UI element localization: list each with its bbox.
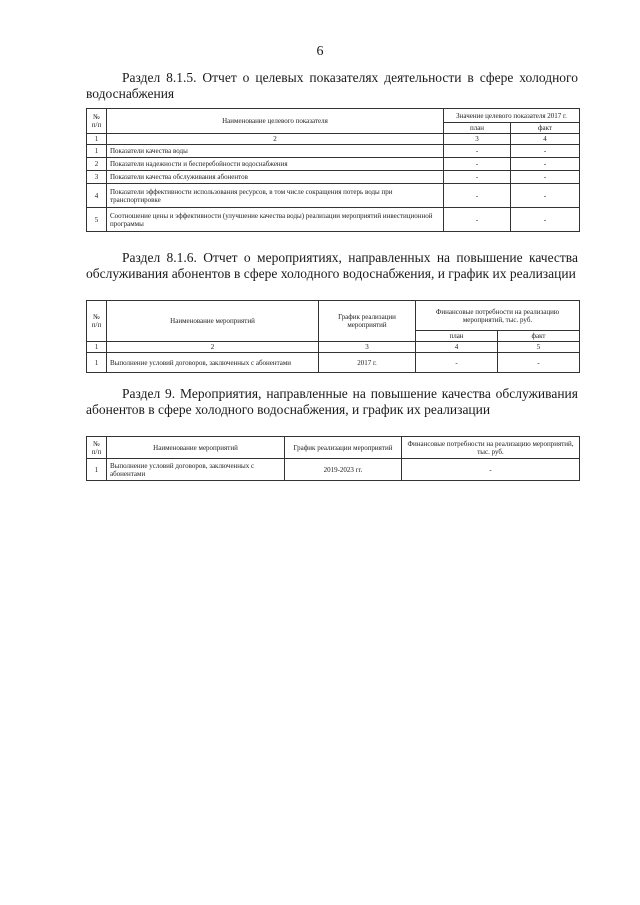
row-fact: - [511, 208, 580, 232]
activities-report-table [86, 300, 580, 373]
row-plan: - [444, 184, 511, 208]
header-schedule: График реализации мероприятий [319, 301, 416, 342]
section-9-heading-text: Раздел 9. Мероприятия, направленные на повышение качества обслуживания абонентов в сфере холодного водоснабжения, и график их реализации [86, 386, 578, 417]
row-fact: - [511, 145, 580, 158]
activities-plan-table [86, 436, 580, 481]
row-name: Показатели надежности и бесперебойности водоснабжения [107, 158, 444, 171]
table-row [87, 208, 580, 232]
row-finance: - [402, 459, 580, 481]
col-index: 3 [319, 342, 416, 353]
col-index: 2 [107, 342, 319, 353]
row-name: Соотношение цены и эффективности (улучшение качества воды) реализации мероприятий инвестиционной программы [107, 208, 444, 232]
section-8-1-5-heading [86, 70, 578, 102]
row-plan: - [444, 208, 511, 232]
col-index: 1 [87, 134, 107, 145]
row-name: Показатели эффективности использования ресурсов, в том числе сокращения потерь воды при транспортировке [107, 184, 444, 208]
col-index: 1 [87, 342, 107, 353]
col-index: 3 [444, 134, 511, 145]
row-num: 1 [87, 353, 107, 373]
row-num: 2 [87, 158, 107, 171]
header-fact: факт [511, 123, 580, 134]
row-num: 1 [87, 459, 107, 481]
header-value: Значение целевого показателя 2017 г. [444, 109, 580, 123]
column-index-row [87, 134, 580, 145]
row-fact: - [511, 184, 580, 208]
page-number: 6 [316, 44, 324, 59]
table-row [87, 158, 580, 171]
table-row [87, 353, 580, 373]
header-num: № п/п [87, 109, 107, 134]
row-name: Показатели качества воды [107, 145, 444, 158]
table-row [87, 171, 580, 184]
table-row [87, 459, 580, 481]
row-name: Выполнение условий договоров, заключенных с абонентами [107, 459, 285, 481]
table-row [87, 184, 580, 208]
row-num: 1 [87, 145, 107, 158]
header-schedule: График реализации мероприятий [285, 437, 402, 459]
section-8-1-5-heading-text: Раздел 8.1.5. Отчет о целевых показателях деятельности в сфере холодного водоснабжения [86, 70, 578, 101]
col-index: 4 [511, 134, 580, 145]
section-9-heading [86, 386, 578, 418]
col-index: 2 [107, 134, 444, 145]
row-schedule: 2019-2023 гг. [285, 459, 402, 481]
header-finance: Финансовые потребности на реализацию мероприятий, тыс. руб. [402, 437, 580, 459]
table-row [87, 145, 580, 158]
header-num: № п/п [87, 437, 107, 459]
row-name: Показатели качества обслуживания абонентов [107, 171, 444, 184]
header-finance: Финансовые потребности на реализацию мероприятий, тыс. руб. [416, 301, 580, 331]
header-fact: факт [498, 331, 580, 342]
row-num: 5 [87, 208, 107, 232]
row-plan: - [444, 171, 511, 184]
header-name: Наименование мероприятий [107, 437, 285, 459]
header-num: № п/п [87, 301, 107, 342]
row-plan: - [444, 158, 511, 171]
header-name: Наименование целевого показателя [107, 109, 444, 134]
header-plan: план [416, 331, 498, 342]
section-8-1-6-heading-text: Раздел 8.1.6. Отчет о мероприятиях, направленных на повышение качества обслуживания абонентов в сфере холодного водоснабжения, и график их реализации [86, 250, 578, 281]
col-index: 5 [498, 342, 580, 353]
target-indicators-table [86, 108, 580, 232]
column-index-row [87, 342, 580, 353]
row-schedule: 2017 г. [319, 353, 416, 373]
row-name: Выполнение условий договоров, заключенных с абонентами [107, 353, 319, 373]
header-plan: план [444, 123, 511, 134]
col-index: 4 [416, 342, 498, 353]
section-8-1-6-heading [86, 250, 578, 282]
row-plan: - [416, 353, 498, 373]
header-name: Наименование мероприятий [107, 301, 319, 342]
row-num: 4 [87, 184, 107, 208]
row-fact: - [511, 158, 580, 171]
row-num: 3 [87, 171, 107, 184]
row-plan: - [444, 145, 511, 158]
row-fact: - [511, 171, 580, 184]
row-fact: - [498, 353, 580, 373]
